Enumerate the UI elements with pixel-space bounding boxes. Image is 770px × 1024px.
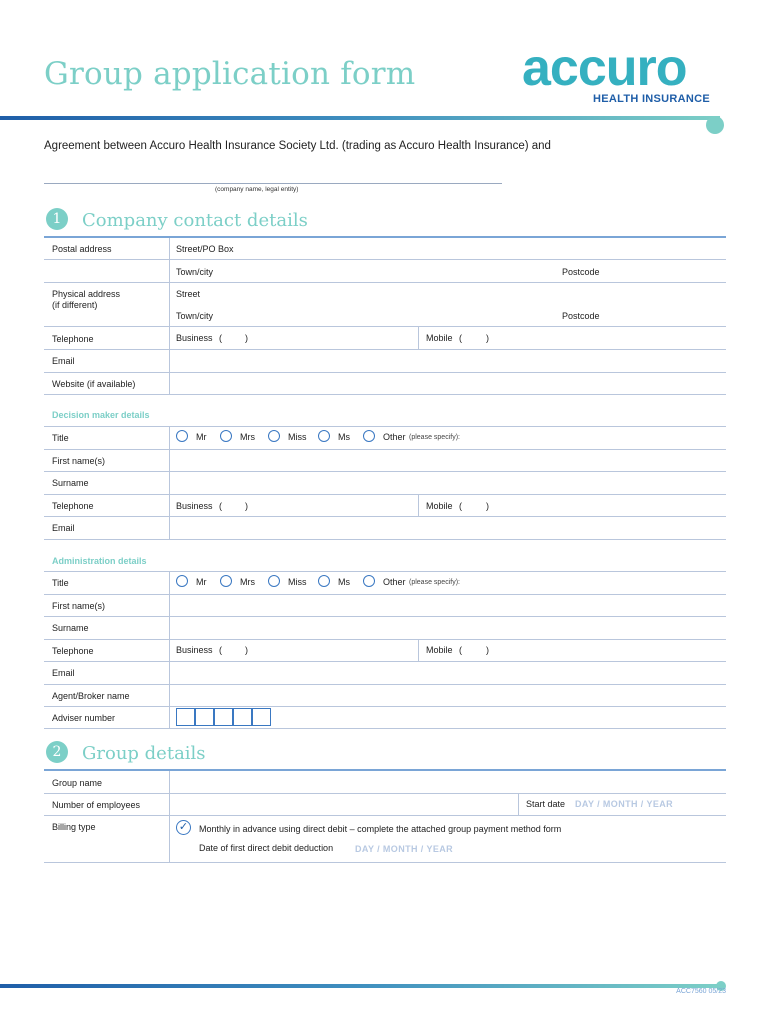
postcode-label[interactable]: Postcode: [562, 267, 600, 277]
agent-broker-label: Agent/Broker name: [52, 691, 130, 701]
ad-business-phone-label[interactable]: Business: [176, 645, 213, 655]
header-rule-dot: [706, 116, 724, 134]
adviser-digit-box[interactable]: [214, 708, 233, 726]
accuro-logo: accuro: [522, 39, 687, 97]
dm-radio-other[interactable]: [363, 430, 375, 442]
mobile-phone-label[interactable]: Mobile: [426, 333, 453, 343]
ad-radio-miss[interactable]: [268, 575, 280, 587]
header-rule: [0, 116, 720, 120]
dm-first-names-label: First name(s): [52, 456, 106, 466]
street-po-label[interactable]: Street/PO Box: [176, 244, 234, 254]
billing-check-icon[interactable]: ✓: [176, 820, 191, 835]
ad-radio-ms[interactable]: [318, 575, 330, 587]
decision-maker-heading: Decision maker details: [52, 410, 150, 420]
postal-address-label: Postal address: [52, 244, 112, 254]
column-divider: [169, 426, 170, 540]
adviser-digit-box[interactable]: [252, 708, 271, 726]
ad-agent-row: [44, 685, 726, 707]
postal-town-row: [44, 260, 726, 283]
adviser-digit-box[interactable]: [195, 708, 214, 726]
ad-telephone-label: Telephone: [52, 646, 94, 656]
paren-open: (: [459, 501, 462, 511]
admin-heading: Administration details: [52, 556, 147, 566]
dm-telephone-row: [44, 495, 726, 517]
adviser-digit-box[interactable]: [233, 708, 252, 726]
column-divider: [418, 640, 419, 662]
ad-first-names-label: First name(s): [52, 601, 106, 611]
employees-label: Number of employees: [52, 800, 141, 810]
document-code: ACC7560 05/23: [676, 988, 726, 995]
ad-radio-mrs[interactable]: [220, 575, 232, 587]
radio-label-other: Other: [383, 577, 406, 587]
agreement-text: Agreement between Accuro Health Insurance Society Ltd. (trading as Accuro Health Insurance) and: [44, 140, 551, 152]
ad-telephone-row: [44, 640, 726, 662]
dm-email-label: Email: [52, 523, 75, 533]
ad-firstname-row: [44, 594, 726, 617]
website-label: Website (if available): [52, 379, 136, 389]
first-dd-date-placeholder[interactable]: DAY / MONTH / YEAR: [355, 844, 454, 854]
postal-row: [44, 238, 726, 260]
start-date-placeholder[interactable]: DAY / MONTH / YEAR: [575, 799, 674, 809]
telephone-row: [44, 327, 726, 350]
email-row: [44, 350, 726, 373]
section-number-1: 1: [46, 208, 68, 230]
radio-label-other: Other: [383, 432, 406, 442]
paren-close: ): [245, 645, 248, 655]
ad-surname-label: Surname: [52, 623, 89, 633]
radio-label-mr: Mr: [196, 577, 207, 587]
column-divider: [418, 495, 419, 517]
logo-subtitle: HEALTH INSURANCE: [593, 93, 711, 105]
town-city-label[interactable]: Town/city: [176, 311, 214, 321]
postcode-label[interactable]: Postcode: [562, 311, 600, 321]
business-phone-label[interactable]: Business: [176, 333, 213, 343]
section-number-2: 2: [46, 741, 68, 763]
billing-type-label: Billing type: [52, 822, 96, 832]
adviser-number-label: Adviser number: [52, 713, 116, 723]
section-title-group: Group details: [82, 743, 206, 764]
other-hint: (please specify):: [409, 579, 460, 586]
physical-town-row: [44, 304, 726, 327]
physical-address-sublabel: (if different): [52, 300, 98, 310]
radio-label-ms: Ms: [338, 577, 350, 587]
street-label[interactable]: Street: [176, 289, 201, 299]
ad-mobile-phone-label[interactable]: Mobile: [426, 645, 453, 655]
paren-open: (: [459, 645, 462, 655]
first-dd-label: Date of first direct debit deduction: [199, 843, 334, 853]
ad-radio-mr[interactable]: [176, 575, 188, 587]
radio-label-mrs: Mrs: [240, 432, 255, 442]
radio-label-miss: Miss: [288, 577, 307, 587]
dm-business-phone-label[interactable]: Business: [176, 501, 213, 511]
paren-close: ): [486, 333, 489, 343]
paren-close: ): [486, 645, 489, 655]
adviser-digit-box[interactable]: [176, 708, 195, 726]
town-city-label[interactable]: Town/city: [176, 267, 214, 277]
footer-rule: [0, 984, 720, 988]
paren-open: (: [219, 333, 222, 343]
group-name-row: [44, 771, 726, 794]
paren-close: ): [486, 501, 489, 511]
group-name-label: Group name: [52, 778, 103, 788]
dm-radio-ms[interactable]: [318, 430, 330, 442]
paren-open: (: [219, 501, 222, 511]
dm-radio-miss[interactable]: [268, 430, 280, 442]
billing-option-text: Monthly in advance using direct debit – complete the attached group payment method form: [199, 824, 562, 834]
column-divider: [169, 571, 170, 729]
paren-close: ): [245, 501, 248, 511]
ad-title-label: Title: [52, 578, 69, 588]
dm-telephone-label: Telephone: [52, 501, 94, 511]
dm-title-label: Title: [52, 433, 69, 443]
ad-radio-other[interactable]: [363, 575, 375, 587]
dm-radio-mrs[interactable]: [220, 430, 232, 442]
column-divider: [169, 771, 170, 863]
dm-firstname-row: [44, 449, 726, 472]
dm-email-row: [44, 517, 726, 540]
section-title-company: Company contact details: [82, 210, 308, 231]
radio-label-mr: Mr: [196, 432, 207, 442]
telephone-label: Telephone: [52, 334, 94, 344]
paren-open: (: [219, 645, 222, 655]
dm-surname-row: [44, 472, 726, 495]
radio-label-ms: Ms: [338, 432, 350, 442]
other-hint: (please specify):: [409, 434, 460, 441]
company-name-caption: (company name, legal entity): [215, 186, 299, 193]
physical-row: [44, 283, 726, 304]
dm-mobile-phone-label[interactable]: Mobile: [426, 501, 453, 511]
ad-email-row: [44, 662, 726, 685]
paren-open: (: [459, 333, 462, 343]
column-divider: [518, 794, 519, 816]
radio-label-mrs: Mrs: [240, 577, 255, 587]
column-divider: [418, 327, 419, 350]
radio-label-miss: Miss: [288, 432, 307, 442]
ad-email-label: Email: [52, 668, 75, 678]
dm-radio-mr[interactable]: [176, 430, 188, 442]
column-divider: [169, 238, 170, 395]
dm-surname-label: Surname: [52, 478, 89, 488]
start-date-label: Start date: [526, 799, 566, 809]
email-label: Email: [52, 356, 75, 366]
paren-close: ): [245, 333, 248, 343]
ad-adviser-row: [44, 707, 726, 729]
form-title: Group application form: [44, 56, 416, 92]
physical-address-label: Physical address: [52, 289, 121, 299]
company-name-field[interactable]: [44, 183, 502, 184]
website-row: [44, 373, 726, 395]
ad-surname-row: [44, 617, 726, 640]
